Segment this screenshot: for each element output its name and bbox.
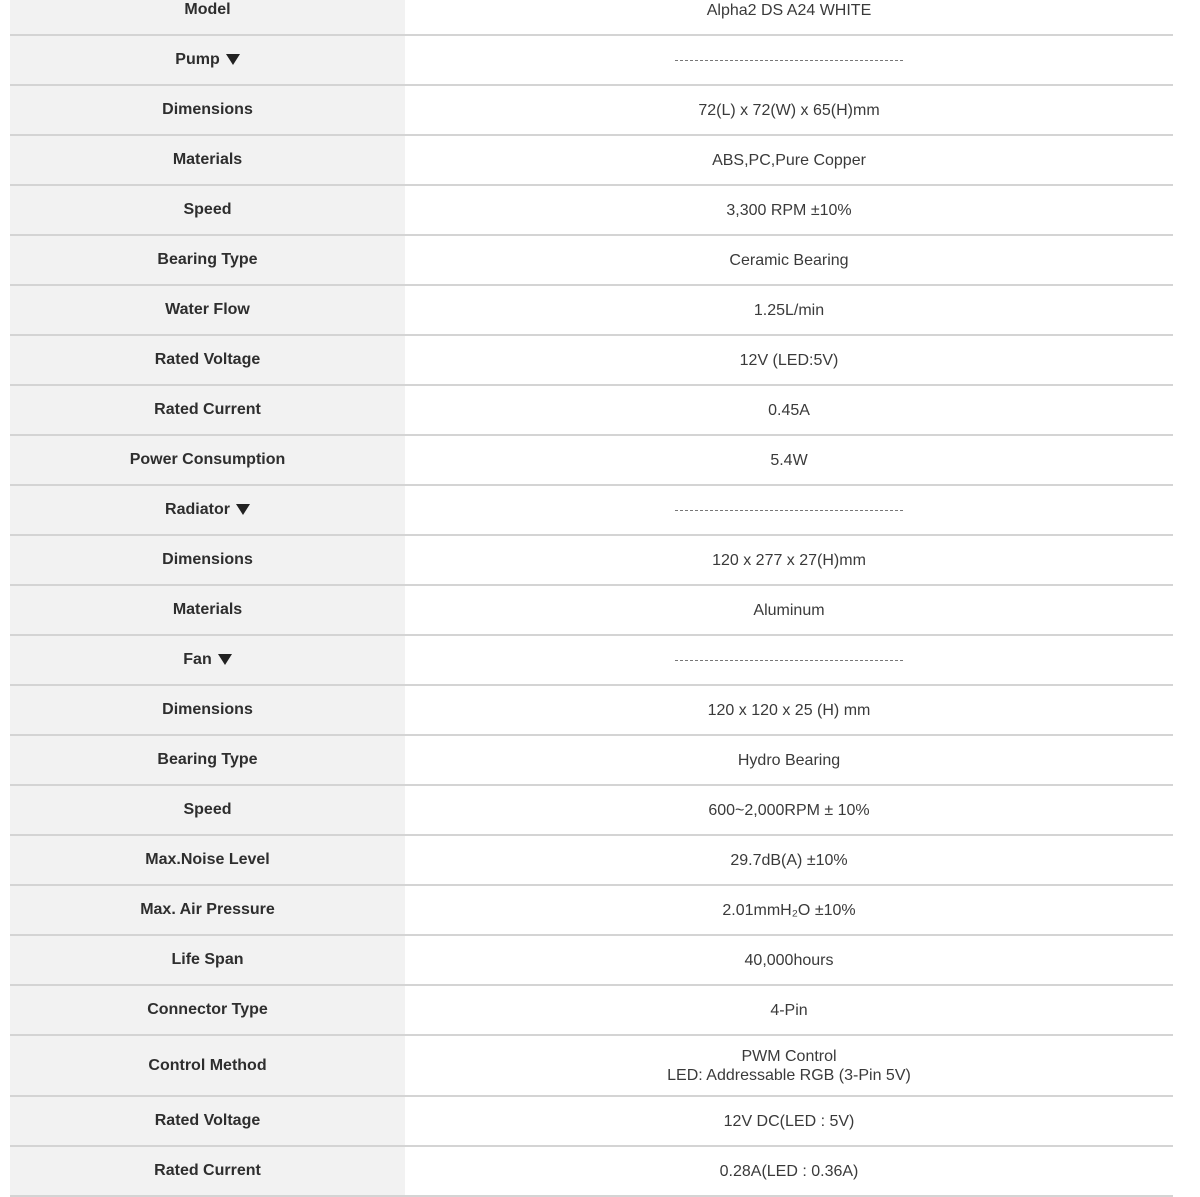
spec-label-cell	[10, 785, 405, 835]
spec-row	[10, 85, 1173, 135]
spec-label-cell	[10, 885, 405, 935]
spec-row	[10, 885, 1173, 935]
spec-value-cell	[405, 335, 1173, 385]
spec-value-cell	[405, 785, 1173, 835]
spec-row	[10, 1035, 1173, 1096]
spec-row	[10, 985, 1173, 1035]
spec-value: 1.25L/min	[753, 301, 825, 319]
spec-value-cell	[405, 435, 1173, 485]
spec-row	[10, 685, 1173, 735]
spec-label-cell	[10, 585, 405, 635]
spec-row	[10, 535, 1173, 585]
spec-label: Model	[184, 1, 231, 18]
spec-value: 29.7dB(A) ±10%	[730, 851, 848, 869]
spec-label: Dimensions	[162, 101, 253, 118]
triangle-down-icon[interactable]	[236, 504, 250, 515]
spec-value: 12V (LED:5V)	[739, 351, 839, 369]
spec-row	[10, 735, 1173, 785]
spec-label-cell[interactable]	[10, 635, 405, 685]
spec-label: Max. Air Pressure	[140, 901, 275, 918]
spec-label: Connector Type	[147, 1001, 268, 1018]
spec-value: 3,300 RPM ±10%	[726, 201, 852, 219]
spec-label-cell[interactable]	[10, 35, 405, 85]
spec-row	[10, 785, 1173, 835]
spec-value-cell	[405, 935, 1173, 985]
spec-label-cell	[10, 1035, 405, 1096]
spec-row	[10, 385, 1173, 435]
section-header-row	[10, 635, 1173, 685]
spec-label-cell	[10, 1096, 405, 1146]
spec-value: Hydro Bearing	[737, 751, 841, 769]
spec-value-line-2: LED: Addressable RGB (3-Pin 5V)	[667, 1066, 911, 1084]
spec-value-cell	[405, 1096, 1173, 1146]
dashed-separator	[675, 660, 903, 661]
spec-value: PWM Control	[741, 1047, 837, 1065]
spec-value: 0.28A(LED : 0.36A)	[719, 1162, 859, 1180]
section-label: Radiator	[165, 501, 230, 518]
section-header-row	[10, 485, 1173, 535]
spec-label-cell	[10, 435, 405, 485]
triangle-down-icon[interactable]	[226, 54, 240, 65]
dashed-separator	[675, 510, 903, 511]
spec-value: Aluminum	[753, 601, 825, 619]
spec-value-cell	[405, 285, 1173, 335]
spec-value: ABS,PC,Pure Copper	[712, 151, 866, 169]
spec-row	[10, 335, 1173, 385]
spec-value-cell	[405, 685, 1173, 735]
spec-value-cell	[405, 485, 1173, 535]
spec-value-cell	[405, 135, 1173, 185]
spec-label-cell	[10, 385, 405, 435]
spec-row	[10, 835, 1173, 885]
spec-value: 4-Pin	[770, 1001, 808, 1019]
spec-value: 120 x 277 x 27(H)mm	[712, 551, 866, 569]
section-header-row	[10, 35, 1173, 85]
spec-label: Bearing Type	[157, 751, 258, 768]
spec-label: Speed	[183, 801, 232, 818]
spec-label-cell	[10, 535, 405, 585]
spec-row	[10, 585, 1173, 635]
spec-value: 72(L) x 72(W) x 65(H)mm	[698, 101, 880, 119]
spec-label-cell	[10, 985, 405, 1035]
spec-label-cell	[10, 135, 405, 185]
spec-label-cell	[10, 735, 405, 785]
spec-row	[10, 1146, 1173, 1196]
spec-value-cell	[405, 585, 1173, 635]
spec-value-cell	[405, 885, 1173, 935]
spec-table	[10, 0, 1173, 1197]
dashed-separator	[675, 60, 903, 61]
spec-row	[10, 135, 1173, 185]
spec-label: Bearing Type	[157, 251, 258, 268]
spec-label: Rated Voltage	[154, 351, 261, 368]
spec-row	[10, 235, 1173, 285]
spec-row	[10, 935, 1173, 985]
spec-value: Ceramic Bearing	[729, 251, 849, 269]
spec-label-cell	[10, 935, 405, 985]
spec-label-cell	[10, 685, 405, 735]
spec-value: 600~2,000RPM ± 10%	[708, 801, 870, 819]
spec-label: Control Method	[148, 1056, 267, 1074]
spec-table-body	[10, 0, 1173, 1196]
spec-value: 120 x 120 x 25 (H) mm	[707, 701, 871, 719]
spec-label-cell	[10, 85, 405, 135]
spec-value-cell	[405, 85, 1173, 135]
spec-label: Materials	[172, 151, 243, 168]
spec-label: Rated Current	[154, 1162, 261, 1179]
spec-value: 0.45A	[768, 401, 810, 419]
spec-label: Water Flow	[165, 301, 250, 318]
spec-label: Max.Noise Level	[145, 851, 270, 868]
spec-value: 5.4W	[770, 451, 808, 469]
spec-value: 40,000hours	[744, 951, 834, 969]
spec-value-cell	[405, 635, 1173, 685]
spec-label: Rated Voltage	[154, 1112, 261, 1129]
spec-label: Rated Current	[154, 401, 261, 418]
section-label: Pump	[175, 51, 220, 68]
spec-row	[10, 0, 1173, 35]
spec-value-cell	[405, 0, 1173, 35]
spec-label: Life Span	[171, 951, 244, 968]
spec-value-cell	[405, 235, 1173, 285]
spec-label-cell	[10, 835, 405, 885]
spec-value-cell	[405, 985, 1173, 1035]
spec-value: 12V DC(LED : 5V)	[723, 1112, 855, 1130]
spec-value-cell	[405, 35, 1173, 85]
triangle-down-icon[interactable]	[218, 654, 232, 665]
spec-label-cell	[10, 235, 405, 285]
spec-row	[10, 185, 1173, 235]
spec-value-cell	[405, 535, 1173, 585]
spec-value-cell	[405, 735, 1173, 785]
spec-value-cell	[405, 835, 1173, 885]
spec-value-cell	[405, 385, 1173, 435]
spec-value-cell	[405, 1146, 1173, 1196]
spec-label-cell[interactable]	[10, 485, 405, 535]
spec-label: Speed	[183, 201, 232, 218]
spec-value: Alpha2 DS A24 WHITE	[706, 1, 872, 19]
spec-value-cell	[405, 1035, 1173, 1096]
spec-label: Materials	[172, 601, 243, 618]
spec-label-cell	[10, 335, 405, 385]
spec-label: Dimensions	[162, 551, 253, 568]
spec-label-cell	[10, 285, 405, 335]
spec-row	[10, 285, 1173, 335]
spec-label-cell	[10, 1146, 405, 1196]
spec-row	[10, 435, 1173, 485]
spec-label-cell	[10, 0, 405, 35]
spec-label: Power Consumption	[129, 451, 286, 468]
spec-row	[10, 1096, 1173, 1146]
section-label: Fan	[183, 651, 212, 668]
spec-value-cell	[405, 185, 1173, 235]
spec-label-cell	[10, 185, 405, 235]
spec-label: Dimensions	[162, 701, 253, 718]
spec-value: 2.01mmH₂O ±10%	[722, 901, 856, 919]
